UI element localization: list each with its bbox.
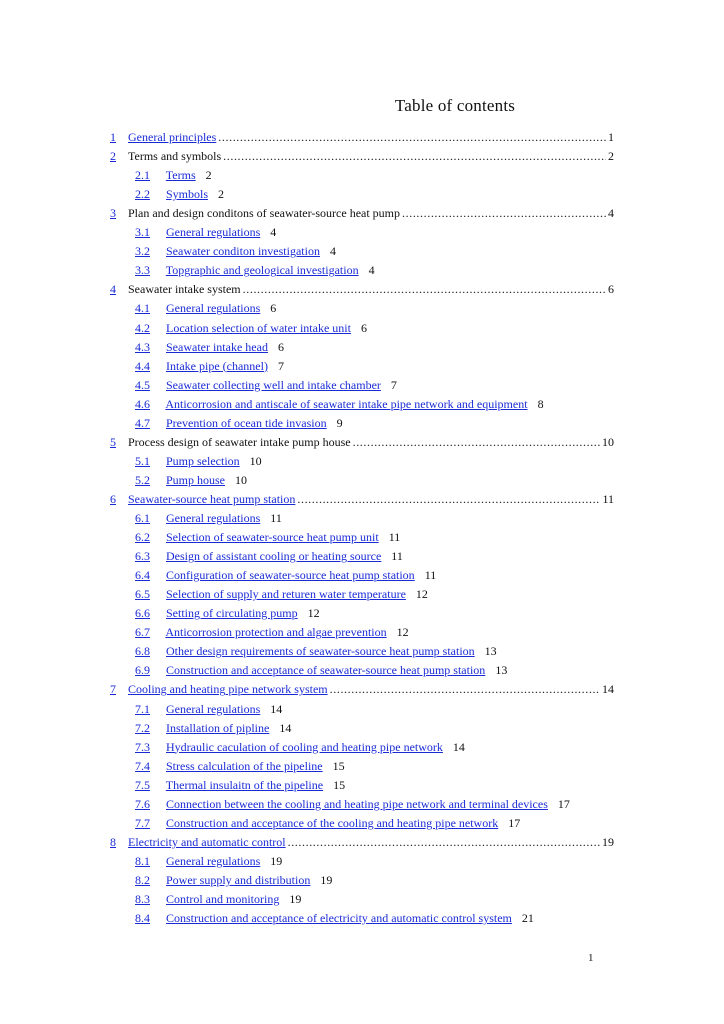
toc-subsection-entry[interactable]: [135, 642, 497, 660]
subsection-number-link[interactable]: 4.4: [135, 358, 150, 373]
section-title[interactable]: Seawater-source heat pump station: [128, 491, 296, 506]
subsection-title-link[interactable]: Connection between the cooling and heating pipe network and terminal devices: [166, 796, 548, 811]
toc-subsection-entry[interactable]: [135, 166, 212, 184]
section-title: Plan and design conditons of seawater-source heat pump: [128, 206, 401, 221]
toc-subsection-entry[interactable]: [135, 719, 291, 737]
subsection-title-link[interactable]: Control and monitoring: [166, 892, 280, 906]
section-title: Terms and symbols: [128, 149, 222, 164]
subsection-title-link[interactable]: Terms: [165, 168, 196, 183]
subsection-page-number: 19: [320, 872, 333, 887]
subsection-title-link[interactable]: Hydraulic caculation of cooling and heating pipe network: [166, 739, 443, 754]
section-page-number: 1: [608, 130, 614, 144]
subsection-number-link[interactable]: 6.5: [135, 587, 150, 602]
section-title[interactable]: Cooling and heating pipe network system: [128, 682, 328, 697]
subsection-number-link[interactable]: 8.1: [135, 853, 150, 868]
section-number-link[interactable]: 3: [110, 206, 116, 221]
subsection-number-link[interactable]: 6.1: [135, 511, 150, 525]
dot-leader: [288, 833, 600, 851]
toc-subsection-entry[interactable]: [135, 319, 367, 337]
dot-leader: [218, 128, 606, 146]
subsection-title-link[interactable]: General regulations: [166, 301, 261, 316]
subsection-page-number: 10: [249, 453, 262, 468]
toc-subsection-entry[interactable]: [135, 223, 276, 241]
subsection-title-link[interactable]: Setting of circulating pump: [166, 606, 298, 621]
section-title: Seawater intake system: [128, 282, 241, 297]
subsection-number-link[interactable]: 6.4: [135, 568, 150, 583]
subsection-number-link[interactable]: 3.1: [135, 225, 150, 240]
toc-subsection-entry[interactable]: [135, 242, 336, 260]
section-title[interactable]: General principles: [128, 130, 217, 144]
subsection-page-number: 14: [279, 720, 292, 735]
toc-subsection-entry[interactable]: [135, 566, 436, 584]
toc-subsection-entry[interactable]: [135, 299, 276, 317]
subsection-title-link[interactable]: Construction and acceptance of the cooling and heating pipe network: [166, 815, 499, 830]
toc-subsection-entry[interactable]: [135, 376, 397, 394]
subsection-page-number: 8: [537, 396, 544, 411]
subsection-title-link[interactable]: General regulations: [166, 511, 261, 525]
subsection-number-link[interactable]: 4.5: [135, 377, 150, 392]
subsection-number-link[interactable]: 7.6: [135, 796, 150, 811]
subsection-title-link[interactable]: Design of assistant cooling or heating source: [166, 549, 382, 564]
subsection-page-number: 15: [333, 777, 346, 792]
subsection-page-number: 10: [235, 472, 248, 487]
subsection-title-link[interactable]: Installation of pipline: [166, 720, 270, 735]
subsection-number-link[interactable]: 7.5: [135, 777, 150, 792]
subsection-title-link[interactable]: General regulations: [166, 225, 261, 240]
subsection-number-link[interactable]: 2.1: [135, 168, 150, 183]
section-number-link[interactable]: 4: [110, 282, 116, 297]
toc-subsection-entry[interactable]: [135, 528, 400, 546]
section-page-number: 19: [602, 834, 614, 849]
section-page-number: 2: [608, 149, 614, 164]
subsection-title-link[interactable]: Thermal insulaitn of the pipeline: [165, 777, 324, 792]
toc-subsection-entry[interactable]: [135, 661, 507, 679]
subsection-page-number: 6: [360, 320, 367, 335]
section-page-number: 14: [602, 682, 614, 697]
subsection-number-link[interactable]: 6.8: [135, 644, 150, 659]
toc-subsection-entry[interactable]: [135, 852, 282, 870]
toc-subsection-entry[interactable]: [135, 871, 332, 889]
toc-subsection-entry[interactable]: [135, 776, 345, 794]
toc-subsection-entry[interactable]: [135, 509, 282, 527]
section-number-link[interactable]: 6: [110, 491, 116, 506]
subsection-number-link[interactable]: 7.1: [135, 701, 150, 716]
subsection-number-link[interactable]: 3.2: [135, 244, 150, 259]
toc-subsection-entry[interactable]: [135, 471, 247, 489]
toc-subsection-entry[interactable]: [135, 414, 343, 432]
dot-leader: [330, 680, 600, 698]
toc-subsection-entry[interactable]: [135, 795, 570, 813]
subsection-page-number: 14: [270, 701, 283, 716]
subsection-page-number: 7: [277, 358, 284, 373]
section-number-link[interactable]: 8: [110, 834, 116, 849]
subsection-number-link[interactable]: 2.2: [135, 187, 150, 202]
subsection-number-link[interactable]: 8.3: [135, 892, 150, 906]
toc-subsection-entry[interactable]: [135, 757, 345, 775]
subsection-title-link[interactable]: Intake pipe (channel): [166, 358, 268, 373]
subsection-page-number: 2: [218, 187, 225, 202]
subsection-page-number: 11: [388, 530, 401, 545]
toc-subsection-entry[interactable]: [135, 357, 284, 375]
subsection-number-link[interactable]: 6.2: [135, 530, 150, 545]
toc-section-entry[interactable]: [110, 833, 614, 851]
subsection-page-number: 13: [495, 663, 508, 678]
toc-subsection-entry[interactable]: [135, 814, 520, 832]
dot-leader: [353, 433, 600, 451]
toc-subsection-entry[interactable]: [135, 452, 262, 470]
section-page-number: 4: [608, 206, 614, 221]
toc-section-entry[interactable]: [110, 433, 614, 451]
section-number-link[interactable]: 7: [110, 682, 116, 697]
subsection-page-number: 12: [307, 606, 320, 621]
subsection-number-link[interactable]: 6.9: [135, 663, 150, 678]
subsection-page-number: 7: [390, 377, 397, 392]
toc-subsection-entry[interactable]: [135, 623, 409, 641]
section-title: Process design of seawater intake pump house: [128, 434, 351, 449]
subsection-page-number: 15: [332, 758, 345, 773]
subsection-number-link[interactable]: 6.3: [135, 549, 150, 564]
section-page-number: 11: [602, 491, 614, 506]
subsection-number-link[interactable]: 7.4: [135, 758, 150, 773]
subsection-page-number: 9: [336, 415, 343, 430]
subsection-page-number: 14: [452, 739, 465, 754]
subsection-title-link[interactable]: Selection of supply and returen water temperature: [166, 587, 406, 602]
section-page-number: 10: [602, 434, 614, 449]
subsection-number-link[interactable]: 7.2: [135, 720, 150, 735]
toc-section-entry[interactable]: [110, 490, 614, 508]
subsection-page-number: 12: [396, 625, 409, 640]
toc-section-entry[interactable]: [110, 147, 614, 165]
subsection-page-number: 19: [270, 853, 283, 868]
toc-subsection-entry[interactable]: [135, 700, 282, 718]
toc-subsection-entry[interactable]: [135, 395, 544, 413]
subsection-page-number: 13: [484, 644, 497, 659]
subsection-page-number: 17: [557, 796, 570, 811]
subsection-number-link[interactable]: 8.2: [135, 872, 150, 887]
toc-subsection-entry[interactable]: [135, 738, 465, 756]
subsection-number-link[interactable]: 7.3: [135, 739, 150, 754]
subsection-page-number: 4: [270, 225, 277, 240]
subsection-title-link[interactable]: Construction and acceptance of electricity and automatic control system: [166, 911, 512, 926]
section-page-number: 6: [608, 282, 614, 297]
subsection-number-link[interactable]: 4.1: [135, 301, 150, 316]
toc-section-entry[interactable]: [110, 204, 614, 222]
subsection-number-link[interactable]: 7.7: [135, 815, 150, 830]
subsection-page-number: 21: [521, 911, 534, 926]
toc-subsection-entry[interactable]: [135, 185, 224, 203]
subsection-number-link[interactable]: 8.4: [135, 911, 150, 926]
subsection-title-link[interactable]: Stress calculation of the pipeline: [166, 758, 323, 773]
subsection-title-link[interactable]: Configuration of seawater-source heat pump station: [166, 568, 415, 583]
subsection-title-link[interactable]: Power supply and distribution: [166, 872, 311, 887]
toc-section-entry[interactable]: [110, 680, 614, 698]
toc-section-entry[interactable]: [110, 128, 614, 146]
subsection-page-number: 11: [424, 568, 437, 583]
dot-leader: [297, 490, 600, 508]
toc-section-entry[interactable]: [110, 280, 614, 298]
subsection-page-number: 4: [329, 244, 336, 259]
page-number: 1: [588, 952, 594, 964]
toc-subsection-entry[interactable]: [135, 547, 403, 565]
subsection-title-link[interactable]: Other design requirements of seawater-source heat pump station: [166, 644, 475, 659]
toc-subsection-entry[interactable]: [135, 890, 301, 908]
subsection-title-link[interactable]: Topgraphic and geological investigation: [165, 263, 359, 278]
subsection-page-number: 19: [289, 892, 302, 906]
subsection-title-link[interactable]: Location selection of water intake unit: [166, 320, 351, 335]
subsection-number-link[interactable]: 4.6: [135, 396, 150, 411]
subsection-title-link[interactable]: Anticorrosion and antiscale of seawater intake pipe network and equipment: [165, 396, 528, 411]
section-title[interactable]: Electricity and automatic control: [128, 834, 286, 849]
subsection-number-link[interactable]: 3.3: [135, 263, 150, 278]
section-number-link[interactable]: 2: [110, 149, 116, 164]
subsection-number-link[interactable]: 6.6: [135, 606, 150, 621]
subsection-title-link[interactable]: Seawater conditon investigation: [166, 244, 320, 259]
subsection-title-link[interactable]: Seawater intake head: [166, 339, 268, 354]
subsection-number-link[interactable]: 4.7: [135, 415, 150, 430]
subsection-number-link[interactable]: 4.2: [135, 320, 150, 335]
dot-leader: [243, 280, 606, 298]
section-number-link[interactable]: 1: [110, 130, 116, 144]
toc-title: Table of contents: [394, 96, 516, 115]
toc-subsection-entry[interactable]: [135, 261, 375, 279]
subsection-page-number: 11: [270, 511, 282, 525]
subsection-title-link[interactable]: Construction and acceptance of seawater-source heat pump station: [166, 663, 486, 678]
toc-subsection-entry[interactable]: [135, 604, 320, 622]
toc-subsection-entry[interactable]: [135, 909, 534, 927]
dot-leader: [223, 147, 606, 165]
subsection-page-number: 17: [508, 815, 521, 830]
subsection-number-link[interactable]: 6.7: [135, 625, 150, 640]
section-number-link[interactable]: 5: [110, 434, 116, 449]
subsection-title-link[interactable]: Selection of seawater-source heat pump unit: [166, 530, 379, 545]
subsection-title-link[interactable]: Pump selection: [166, 453, 240, 468]
subsection-title-link[interactable]: Seawater collecting well and intake chamber: [166, 377, 381, 392]
dot-leader: [402, 204, 606, 222]
subsection-title-link[interactable]: General regulations: [166, 701, 261, 716]
subsection-title-link[interactable]: Symbols: [166, 187, 209, 202]
subsection-title-link[interactable]: Anticorrosion protection and algae prevention: [165, 625, 387, 640]
subsection-title-link[interactable]: Prevention of ocean tide invasion: [166, 415, 327, 430]
subsection-page-number: 6: [270, 301, 277, 316]
toc-subsection-entry[interactable]: [135, 338, 284, 356]
subsection-title-link[interactable]: General regulations: [166, 853, 261, 868]
subsection-page-number: 12: [415, 587, 428, 602]
subsection-title-link[interactable]: Pump house: [166, 472, 226, 487]
subsection-page-number: 2: [205, 168, 212, 183]
subsection-page-number: 11: [391, 549, 403, 564]
subsection-page-number: 6: [277, 339, 284, 354]
subsection-number-link[interactable]: 5.1: [135, 453, 150, 468]
toc-subsection-entry[interactable]: [135, 585, 428, 603]
subsection-number-link[interactable]: 5.2: [135, 472, 150, 487]
subsection-page-number: 4: [368, 263, 375, 278]
subsection-number-link[interactable]: 4.3: [135, 339, 150, 354]
